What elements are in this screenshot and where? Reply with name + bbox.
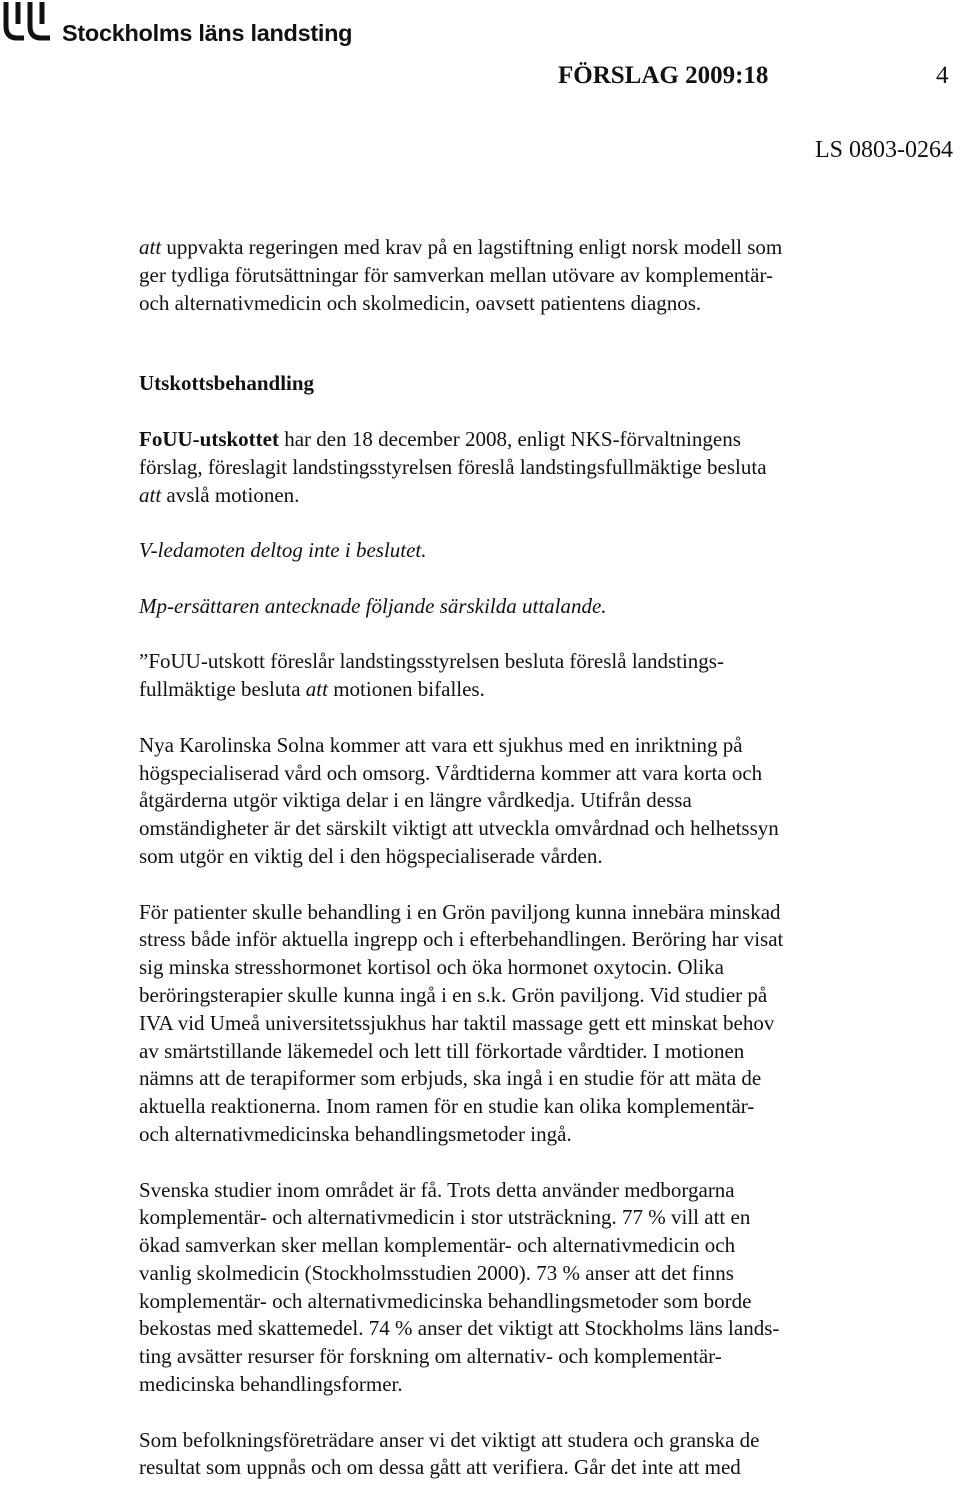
paragraph-text: motionen bifalles. <box>327 677 485 702</box>
paragraph-text: ”FoUU-utskott föreslår landstingsstyrelsen besluta föreslå landstings- fullmäktige besluta <box>139 649 724 702</box>
att-word: att <box>139 235 162 259</box>
paragraph-representatives: Som befolkningsföreträdare anser vi det viktigt att studera och granska de resultat som uppnås och om dessa gått att verifiera. Går det inte att med <box>139 1427 760 1480</box>
document-id: FÖRSLAG 2009:18 <box>558 62 769 89</box>
paragraph-text: avslå motionen. <box>161 482 300 507</box>
paragraph-att-clause <box>139 234 939 317</box>
paragraph-nks: Nya Karolinska Solna kommer att vara ett sjukhus med en inriktning på högspecialiserad vård och omsorg. Vårdtiderna kommer att vara korta och åtgärderna utgör viktiga delar i en längre vårdkedja. Utifrån dessa omständigheter är det särskilt viktigt att utveckla omvårdnad och helhetssyn som utgör en viktig del i den högspecialiserade vården. <box>139 732 779 868</box>
sll-logo-icon <box>2 0 52 42</box>
paragraph-mp-substitute: Mp-ersättaren antecknade följande särskilda uttalande. <box>139 593 607 618</box>
organization-name: Stockholms läns landsting <box>62 20 353 46</box>
paragraph-text: har den 18 december 2008, enligt NKS-förvaltningens förslag, föreslagit landstingsstyrelsen föreslå landstingsfullmäktige besluta <box>139 426 767 479</box>
paragraph-v-member: V-ledamoten deltog inte i beslutet. <box>139 538 427 563</box>
reference-number: LS 0803-0264 <box>815 137 953 163</box>
paragraph-statement <box>139 648 939 704</box>
section-heading: Utskottsbehandling <box>139 371 315 396</box>
committee-name: FoUU-utskottet <box>139 426 279 451</box>
paragraph-green-pavilion: För patienter skulle behandling i en Grön paviljong kunna innebära minskad stress både inför aktuella ingrepp och i efterbehandlingen. Beröring har visat sig minska stresshormonet kortisol och öka hormonet oxytocin. Olika beröringsterapier skulle kunna ingå i en s.k. Grön paviljong. Vid studier på IVA vid Umeå universitetssjukhus har taktil massage gett ett minskat behov av smärtstillande läkemedel och lett till förkortade vårdtider. I motionen nämns att de terapiformer som erbjuds, ska ingå i en studie för att mäta de aktuella reaktionerna. Inom ramen för en studie kan olika komplementär- och alternativmedicinska behandlingsmetoder ingå. <box>139 899 784 1146</box>
paragraph-committee <box>139 426 939 509</box>
att-word: att <box>305 677 328 702</box>
att-word: att <box>139 482 162 507</box>
paragraph-swedish-studies: Svenska studier inom området är få. Trots detta använder medborgarna komplementär- och alternativmedicin i stor utsträckning. 77 % vill att en ökad samverkan sker mellan komplementär- och alternativmedicin och vanlig skolmedicin (Stockholmsstudien 2000). 73 % anser att det finns komplementär- och alternativmedicinska behandlingsmetoder som borde bekostas med skattemedel. 74 % anser det viktigt att Stockholms läns lands- ting avsätter resurser för forskning om alternativ- och komplementär- medicinska behandlingsformer. <box>139 1177 780 1397</box>
page-number: 4 <box>936 62 949 89</box>
document-body <box>139 234 939 1482</box>
paragraph-text: uppvakta regeringen med krav på en lagstiftning enligt norsk modell som ger tydliga förutsättningar för samverkan mellan utövare av komplementär- och alternativmedicin och skolmedicin, oavsett patientens diagnos. <box>139 235 783 315</box>
